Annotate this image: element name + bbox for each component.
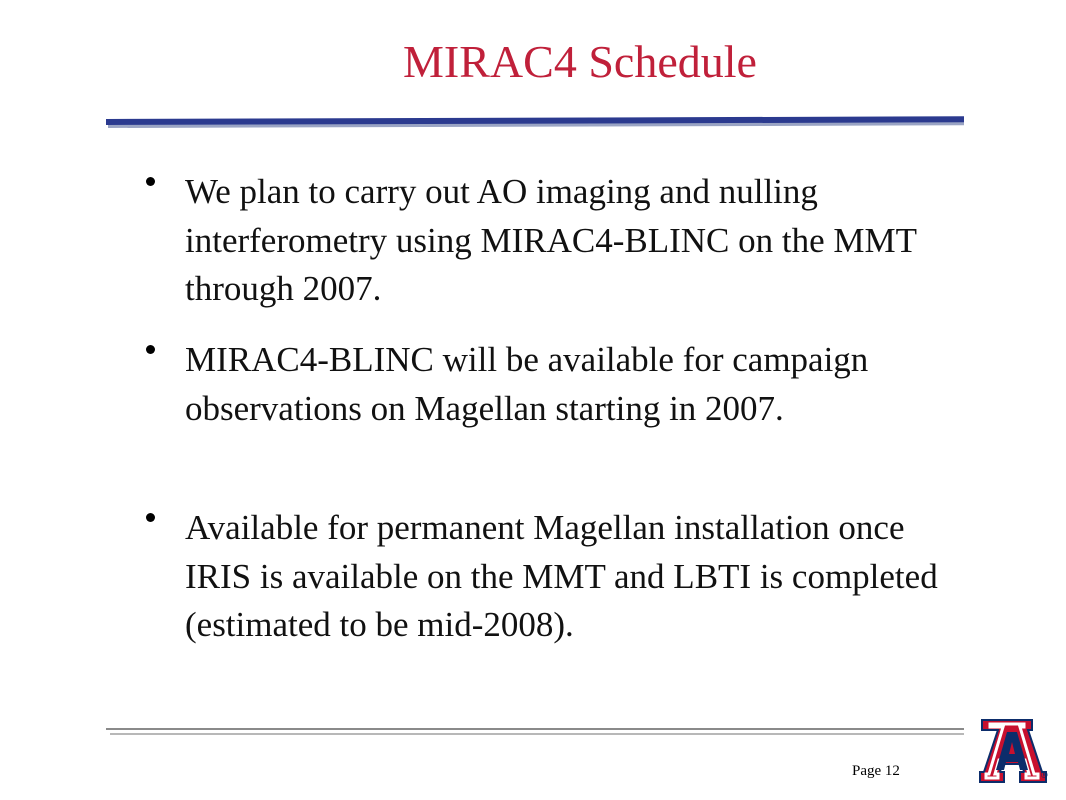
slide-title: MIRAC4 Schedule (403, 36, 757, 87)
bullet-dot-icon (146, 345, 155, 354)
bullet-text: We plan to carry out AO imaging and nulling interferometry using MIRAC4-BLINC on the MMT through 2007. (185, 172, 917, 308)
footer-rule-shadow (110, 733, 964, 735)
page-number: Page 12 (852, 763, 900, 779)
bullet-text: MIRAC4-BLINC will be available for campaign observations on Magellan starting in 2007. (185, 340, 869, 428)
footer-rule (106, 728, 964, 730)
university-of-arizona-logo-icon (978, 714, 1050, 786)
bullet-dot-icon (146, 513, 155, 522)
bullet-dot-icon (146, 177, 155, 186)
registered-mark: ® (1041, 770, 1048, 780)
bullet-text: Available for permanent Magellan installation once IRIS is available on the MMT and LBTI is completed (estimated to be mid-2008). (185, 508, 938, 644)
block-a-logo-graphic (978, 714, 1050, 786)
